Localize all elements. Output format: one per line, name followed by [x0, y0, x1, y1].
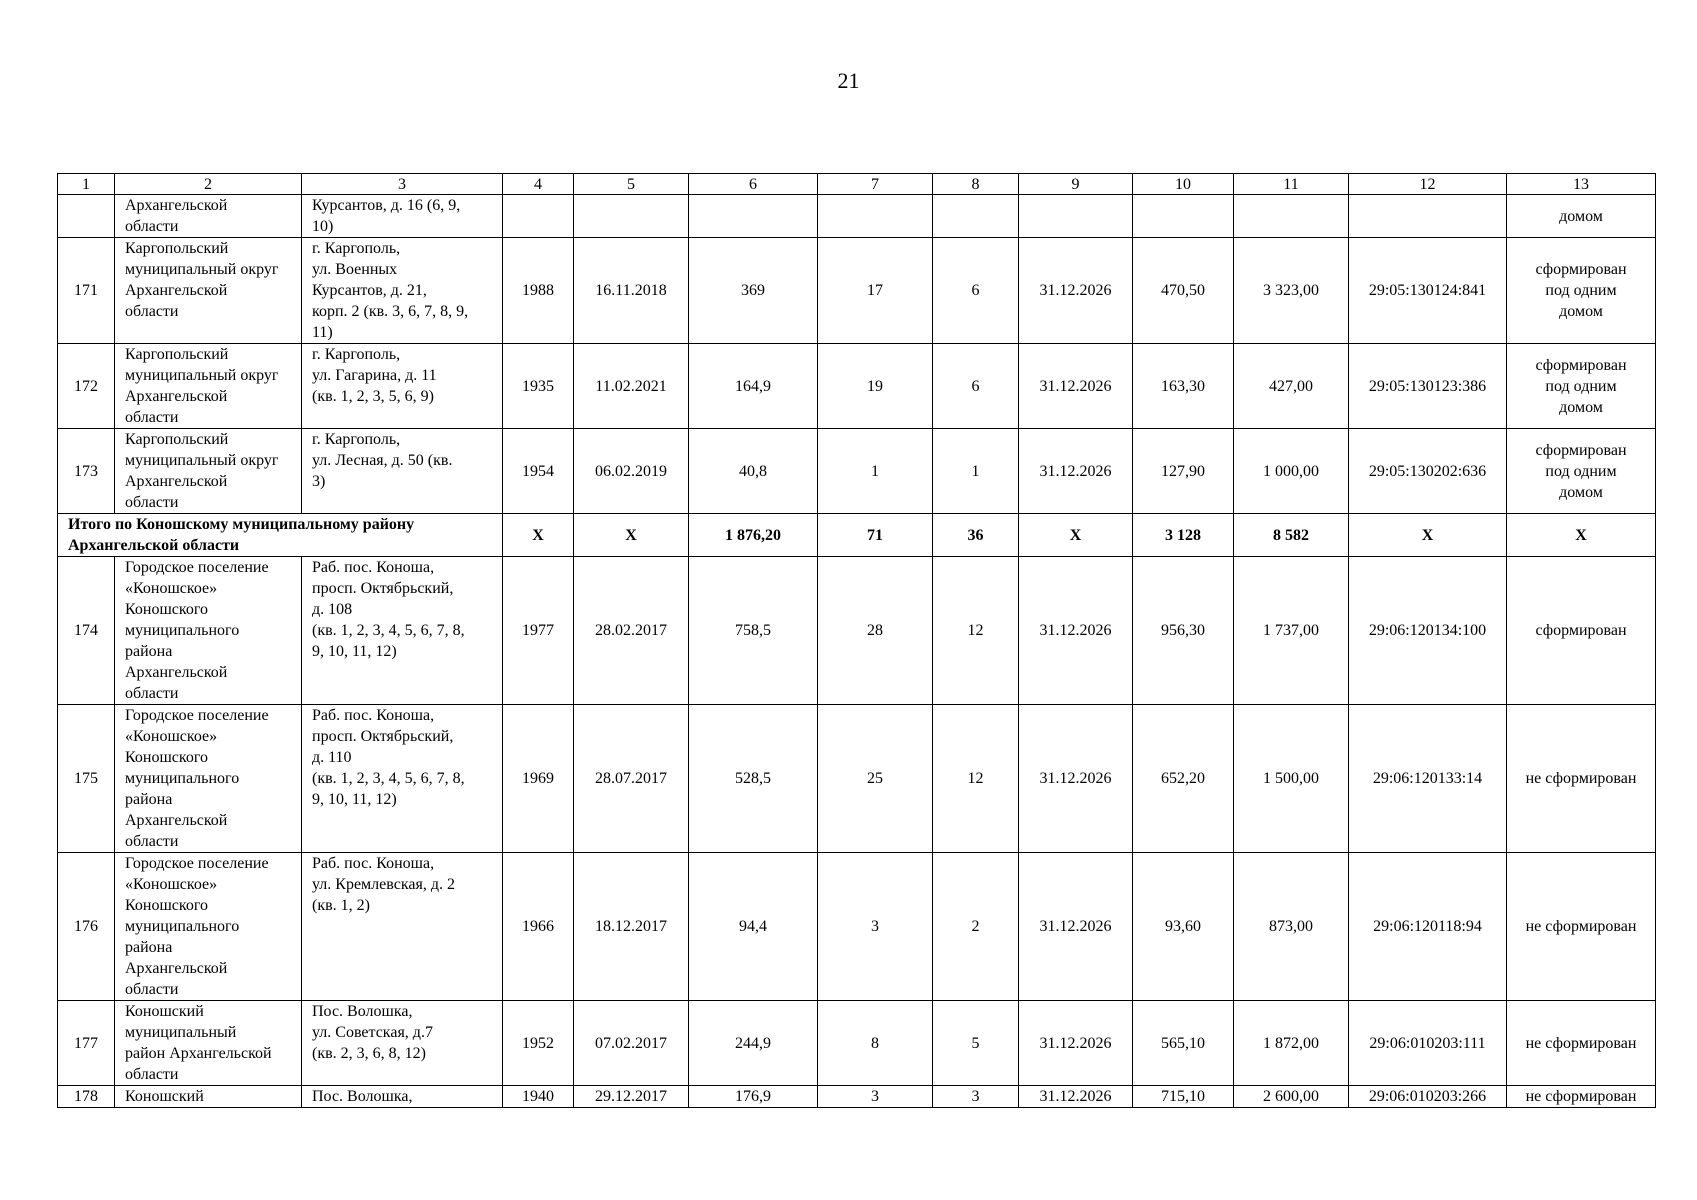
col10-cell: 127,90: [1133, 429, 1234, 514]
deadline-cell: 31.12.2026: [1019, 429, 1133, 514]
table-row: [58, 1086, 1656, 1108]
col10-cell: 163,30: [1133, 344, 1234, 429]
address-cell: Раб. пос. Коноша, просп. Октябрьский, д. 110 (кв. 1, 2, 3, 4, 5, 6, 7, 8, 9, 10, 11, 12): [302, 705, 503, 853]
area-cell: 94,4: [689, 853, 818, 1001]
municipality-cell: Городское поселение «Коношское» Коношского муниципального района Архангельской области: [115, 705, 302, 853]
status-cell: сформирован: [1507, 557, 1656, 705]
cadastral-number-cell: 29:05:130202:636: [1349, 429, 1507, 514]
total-people-cell: 71: [818, 514, 933, 557]
date-cell: [574, 195, 689, 238]
table-row: [58, 853, 1656, 1001]
row-number: 177: [58, 1001, 115, 1086]
deadline-cell: 31.12.2026: [1019, 557, 1133, 705]
row-number: 173: [58, 429, 115, 514]
area-cell: 176,9: [689, 1086, 818, 1108]
row-number: 171: [58, 238, 115, 344]
flats-cell: 2: [933, 853, 1019, 1001]
row-number: 172: [58, 344, 115, 429]
col11-cell: 2 600,00: [1234, 1086, 1349, 1108]
date-cell: 11.02.2021: [574, 344, 689, 429]
status-cell: не сформирован: [1507, 853, 1656, 1001]
address-cell: Пос. Волошка, ул. Советская, д.7 (кв. 2, 3, 6, 8, 12): [302, 1001, 503, 1086]
table-row: [58, 705, 1656, 853]
column-number: 4: [503, 174, 574, 195]
cadastral-number-cell: [1349, 195, 1507, 238]
area-cell: 40,8: [689, 429, 818, 514]
status-cell: не сформирован: [1507, 1001, 1656, 1086]
year-cell: 1988: [503, 238, 574, 344]
year-cell: [503, 195, 574, 238]
address-cell: г. Каргополь, ул. Лесная, д. 50 (кв. 3): [302, 429, 503, 514]
col11-cell: 873,00: [1234, 853, 1349, 1001]
date-cell: 07.02.2017: [574, 1001, 689, 1086]
deadline-cell: 31.12.2026: [1019, 1001, 1133, 1086]
municipality-cell: Каргопольский муниципальный округ Архангельской области: [115, 429, 302, 514]
column-number: 5: [574, 174, 689, 195]
status-cell: домом: [1507, 195, 1656, 238]
year-cell: 1940: [503, 1086, 574, 1108]
municipality-cell: Городское поселение «Коношское» Коношского муниципального района Архангельской области: [115, 853, 302, 1001]
flats-cell: 5: [933, 1001, 1019, 1086]
deadline-cell: [1019, 195, 1133, 238]
municipality-cell: Архангельской области: [115, 195, 302, 238]
total-area-cell: 1 876,20: [689, 514, 818, 557]
municipality-cell: Каргопольский муниципальный округ Архангельской области: [115, 344, 302, 429]
flats-cell: 1: [933, 429, 1019, 514]
address-cell: г. Каргополь, ул. Военных Курсантов, д. 21, корп. 2 (кв. 3, 6, 7, 8, 9, 11): [302, 238, 503, 344]
total-status-cell: X: [1507, 514, 1656, 557]
col11-cell: 1 500,00: [1234, 705, 1349, 853]
address-cell: г. Каргополь, ул. Гагарина, д. 11 (кв. 1, 2, 3, 5, 6, 9): [302, 344, 503, 429]
column-number: 7: [818, 174, 933, 195]
column-number: 13: [1507, 174, 1656, 195]
housing-table: [57, 173, 1656, 1108]
area-cell: 164,9: [689, 344, 818, 429]
municipality-cell: Коношский: [115, 1086, 302, 1108]
col10-cell: 565,10: [1133, 1001, 1234, 1086]
col10-cell: 470,50: [1133, 238, 1234, 344]
row-number: 178: [58, 1086, 115, 1108]
area-cell: 369: [689, 238, 818, 344]
col10-cell: 93,60: [1133, 853, 1234, 1001]
deadline-cell: 31.12.2026: [1019, 1086, 1133, 1108]
year-cell: 1952: [503, 1001, 574, 1086]
address-cell: Пос. Волошка,: [302, 1086, 503, 1108]
row-number: [58, 195, 115, 238]
row-number: 175: [58, 705, 115, 853]
column-number: 3: [302, 174, 503, 195]
column-number: 9: [1019, 174, 1133, 195]
cadastral-number-cell: 29:06:010203:111: [1349, 1001, 1507, 1086]
residents-cell: 8: [818, 1001, 933, 1086]
address-cell: Раб. пос. Коноша, ул. Кремлевская, д. 2 (кв. 1, 2): [302, 853, 503, 1001]
column-number: 2: [115, 174, 302, 195]
deadline-cell: 31.12.2026: [1019, 853, 1133, 1001]
flats-cell: 6: [933, 344, 1019, 429]
cadastral-number-cell: 29:06:120134:100: [1349, 557, 1507, 705]
residents-cell: 19: [818, 344, 933, 429]
year-cell: 1969: [503, 705, 574, 853]
date-cell: 06.02.2019: [574, 429, 689, 514]
deadline-cell: 31.12.2026: [1019, 344, 1133, 429]
row-number: 176: [58, 853, 115, 1001]
total-year-cell: X: [503, 514, 574, 557]
table-row: [58, 195, 1656, 238]
deadline-cell: 31.12.2026: [1019, 238, 1133, 344]
status-cell: сформирован под одним домом: [1507, 344, 1656, 429]
residents-cell: 17: [818, 238, 933, 344]
flats-cell: 3: [933, 1086, 1019, 1108]
date-cell: 18.12.2017: [574, 853, 689, 1001]
row-number: 174: [58, 557, 115, 705]
table-row: [58, 1001, 1656, 1086]
residents-cell: 3: [818, 1086, 933, 1108]
column-number: 12: [1349, 174, 1507, 195]
col11-cell: [1234, 195, 1349, 238]
date-cell: 29.12.2017: [574, 1086, 689, 1108]
area-cell: 244,9: [689, 1001, 818, 1086]
col10-cell: 715,10: [1133, 1086, 1234, 1108]
total-label: Итого по Коношскому муниципальному району Архангельской области: [58, 514, 503, 557]
status-cell: не сформирован: [1507, 1086, 1656, 1108]
column-number: 10: [1133, 174, 1234, 195]
residents-cell: 1: [818, 429, 933, 514]
flats-cell: 12: [933, 557, 1019, 705]
area-cell: 528,5: [689, 705, 818, 853]
col10-cell: [1133, 195, 1234, 238]
column-number-row: [58, 174, 1656, 195]
flats-cell: 6: [933, 238, 1019, 344]
col10-cell: 652,20: [1133, 705, 1234, 853]
column-number: 11: [1234, 174, 1349, 195]
address-cell: Курсантов, д. 16 (6, 9, 10): [302, 195, 503, 238]
deadline-cell: 31.12.2026: [1019, 705, 1133, 853]
status-cell: сформирован под одним домом: [1507, 429, 1656, 514]
total-flats-cell: 36: [933, 514, 1019, 557]
col11-cell: 1 737,00: [1234, 557, 1349, 705]
total-date-cell: X: [574, 514, 689, 557]
status-cell: не сформирован: [1507, 705, 1656, 853]
date-cell: 28.07.2017: [574, 705, 689, 853]
date-cell: 28.02.2017: [574, 557, 689, 705]
table-row: [58, 429, 1656, 514]
flats-cell: [933, 195, 1019, 238]
cadastral-number-cell: 29:06:010203:266: [1349, 1086, 1507, 1108]
date-cell: 16.11.2018: [574, 238, 689, 344]
residents-cell: [818, 195, 933, 238]
total-c10-cell: 3 128: [1133, 514, 1234, 557]
area-cell: 758,5: [689, 557, 818, 705]
column-number: 8: [933, 174, 1019, 195]
residents-cell: 28: [818, 557, 933, 705]
total-cad-cell: X: [1349, 514, 1507, 557]
year-cell: 1935: [503, 344, 574, 429]
area-cell: [689, 195, 818, 238]
column-number: 6: [689, 174, 818, 195]
address-cell: Раб. пос. Коноша, просп. Октябрьский, д. 108 (кв. 1, 2, 3, 4, 5, 6, 7, 8, 9, 10, 11, 12): [302, 557, 503, 705]
residents-cell: 25: [818, 705, 933, 853]
cadastral-number-cell: 29:06:120118:94: [1349, 853, 1507, 1001]
column-number: 1: [58, 174, 115, 195]
total-deadline-cell: X: [1019, 514, 1133, 557]
col11-cell: 1 872,00: [1234, 1001, 1349, 1086]
flats-cell: 12: [933, 705, 1019, 853]
col10-cell: 956,30: [1133, 557, 1234, 705]
status-cell: сформирован под одним домом: [1507, 238, 1656, 344]
col11-cell: 3 323,00: [1234, 238, 1349, 344]
col11-cell: 1 000,00: [1234, 429, 1349, 514]
total-row: [58, 514, 1656, 557]
table-row: [58, 344, 1656, 429]
year-cell: 1954: [503, 429, 574, 514]
page-number: 21: [837, 68, 860, 93]
table-row: [58, 238, 1656, 344]
municipality-cell: Городское поселение «Коношское» Коношского муниципального района Архангельской области: [115, 557, 302, 705]
municipality-cell: Каргопольский муниципальный округ Архангельской области: [115, 238, 302, 344]
year-cell: 1977: [503, 557, 574, 705]
year-cell: 1966: [503, 853, 574, 1001]
cadastral-number-cell: 29:05:130124:841: [1349, 238, 1507, 344]
residents-cell: 3: [818, 853, 933, 1001]
col11-cell: 427,00: [1234, 344, 1349, 429]
table-row: [58, 557, 1656, 705]
cadastral-number-cell: 29:05:130123:386: [1349, 344, 1507, 429]
total-c11-cell: 8 582: [1234, 514, 1349, 557]
municipality-cell: Коношский муниципальный район Архангельской области: [115, 1001, 302, 1086]
cadastral-number-cell: 29:06:120133:14: [1349, 705, 1507, 853]
